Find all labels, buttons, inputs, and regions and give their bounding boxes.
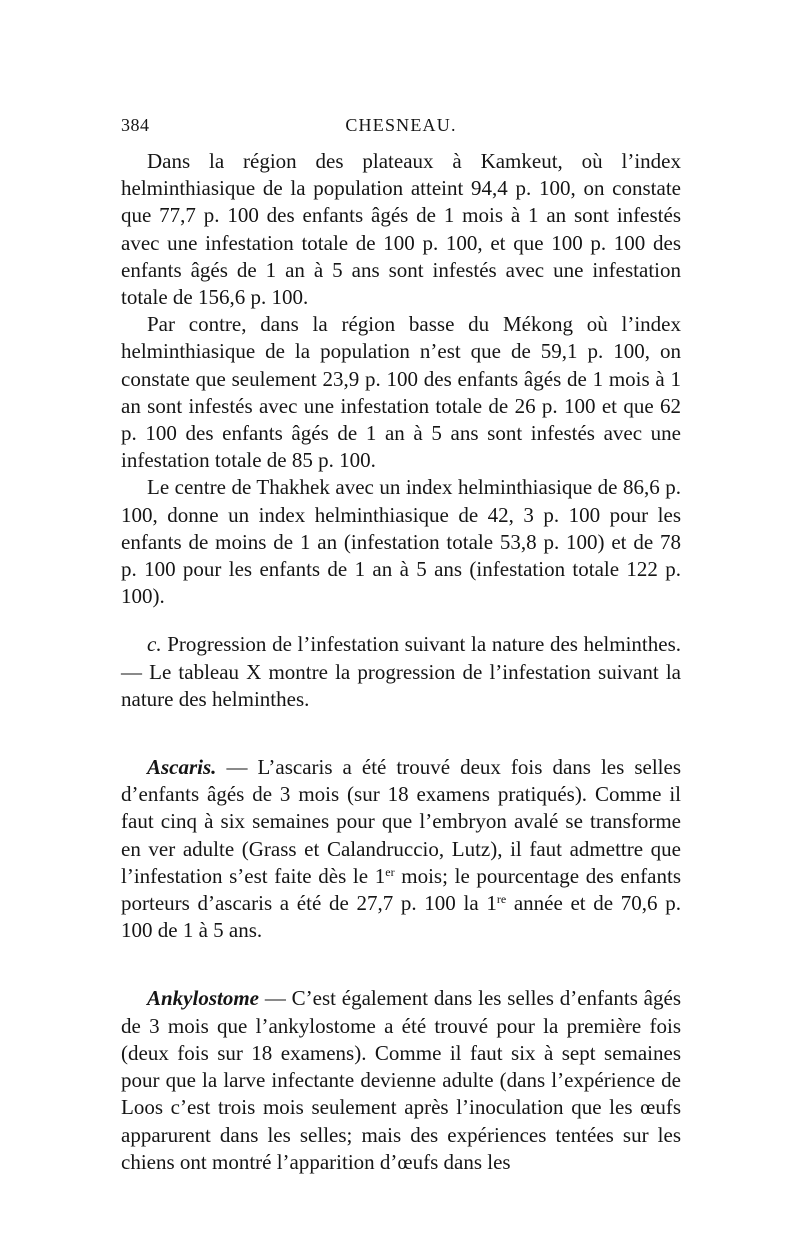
paragraph-mekong: Par contre, dans la région basse du Mékong où l’index helminthiasique de la population n’est que de 59,1 p. 100, on constate que seulement 23,9 p. 100 des enfants âgés de 1 mois à 1 an sont infestés avec une infestation totale de 26 p. 100 et que 62 p. 100 des enfants âgés de 1 an à 5 ans sont infestés avec une infestation totale de 85 p. 100. (121, 312, 681, 473)
ascaris-text-b: mois; le pourcentage des enfants porteurs d’ascaris a été de 27,7 p. 100 la 1 (121, 863, 682, 916)
paragraph-progression-text: Progression de l’infestation suivant la nature des helminthes. — Le tableau X montre la progression de l’infestation suivant la nature des helminthes. (121, 632, 681, 711)
paragraph-ascaris (121, 754, 681, 944)
ascaris-superscript-er: er (385, 864, 395, 879)
ascaris-heading: Ascaris. (147, 755, 217, 780)
paragraph-thakhek: Le centre de Thakhek avec un index helminthiasique de 86,6 p. 100, donne un index helminthiasique de 42, 3 p. 100 pour les enfants de moins de 1 an (infestation totale 53,8 p. 100) et de 78 p. 100 pour les enfants de 1 an à 5 ans (infestation totale 122 p. 100). (121, 475, 681, 609)
section-label-c: c. (147, 632, 162, 657)
ascaris-text-c: année et de 70,6 p. 100 de 1 à 5 ans. (121, 891, 681, 943)
body-text (121, 148, 681, 1176)
paragraph-progression (121, 631, 681, 713)
running-title: CHESNEAU. (345, 115, 457, 135)
ankylostome-text: — C’est également dans les selles d’enfants âgés de 3 mois que l’ankylostome a été trouvé pour la première fois (deux fois sur 18 examens). Comme il faut six à sept semaines pour que la larve infectante devienne adulte (dans l’expérience de Loos c’est trois mois seulement après l’inoculation que les œufs apparurent dans les selles; mais des expériences tentées sur les chiens ont montré l’apparition d’œufs dans les (121, 986, 681, 1174)
page-number: 384 (121, 115, 150, 135)
paragraph-ankylostome (121, 985, 681, 1175)
ankylostome-heading: Ankylostome (147, 986, 260, 1011)
paragraph-kamkeut: Dans la région des plateaux à Kamkeut, où l’index helminthiasique de la population atteint 94,4 p. 100, on constate que 77,7 p. 100 des enfants âgés de 1 mois à 1 an sont infestés avec une infestation totale de 100 p. 100, et que 100 p. 100 des enfants âgés de 1 an à 5 ans sont infestés avec une infestation totale de 156,6 p. 100. (121, 149, 681, 310)
ascaris-superscript-re: re (496, 892, 507, 907)
ascaris-text-a: — L’ascaris a été trouvé deux fois dans les selles d’enfants âgés de 3 mois (sur 18 examens pratiqués). Comme il faut cinq à six semaines pour que l’embryon avalé se transforme en ver adulte (Grass et Calandruccio, Lutz), il faut admettre que l’infestation s’est faite dès le 1 (121, 755, 681, 888)
running-head (121, 115, 681, 141)
